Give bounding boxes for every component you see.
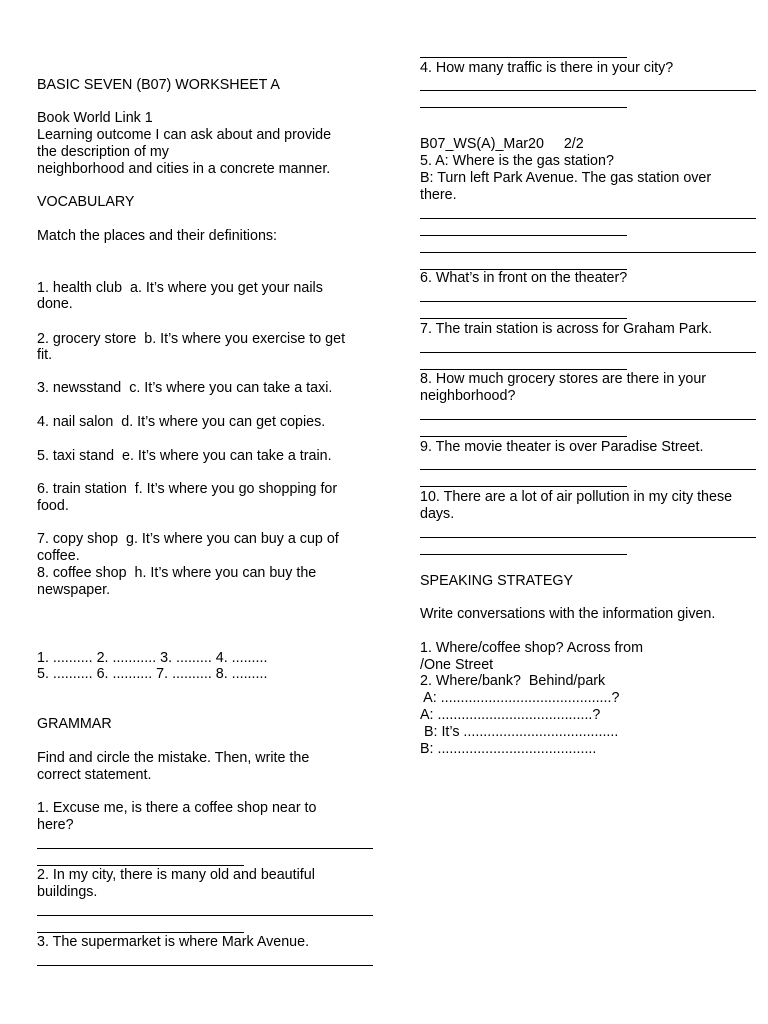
grammar-item-5-cont: there. — [420, 187, 457, 203]
worksheet-title: BASIC SEVEN (B07) WORKSHEET A — [37, 77, 280, 93]
answer-line[interactable] — [420, 107, 627, 108]
grammar-item-7: 7. The train station is across for Graham Park. — [420, 321, 713, 337]
answer-line[interactable] — [420, 419, 756, 420]
dialogue-line-a2[interactable]: A: .......................................? — [420, 707, 601, 723]
answer-line[interactable] — [37, 848, 373, 849]
answer-line[interactable] — [420, 318, 627, 319]
answer-line[interactable] — [420, 436, 627, 437]
speaking-item-2: 2. Where/bank? Behind/park — [420, 673, 606, 689]
vocab-item-1-cont: done. — [37, 296, 73, 312]
answer-line[interactable] — [420, 352, 756, 353]
vocab-item-1: 1. health club a. It’s where you get your nails — [37, 280, 323, 296]
vocabulary-heading: VOCABULARY — [37, 194, 135, 210]
speaking-heading: SPEAKING STRATEGY — [420, 573, 574, 589]
grammar-item-6: 6. What’s in front on the theater? — [420, 270, 628, 286]
answer-line[interactable] — [420, 554, 627, 555]
grammar-item-8-cont: neighborhood? — [420, 388, 516, 404]
grammar-item-9: 9. The movie theater is over Paradise Street. — [420, 439, 704, 455]
vocab-item-6: 6. train station f. It’s where you go shopping for — [37, 481, 338, 497]
grammar-item-5-b: B: Turn left Park Avenue. The gas station over — [420, 170, 712, 186]
speaking-item-1: 1. Where/coffee shop? Across from — [420, 640, 644, 656]
answer-line[interactable] — [420, 301, 756, 302]
vocab-item-3: 3. newsstand c. It’s where you can take a taxi. — [37, 380, 333, 396]
answer-line[interactable] — [420, 90, 756, 91]
answer-line[interactable] — [420, 235, 627, 236]
answer-line[interactable] — [420, 486, 627, 487]
grammar-item-3: 3. The supermarket is where Mark Avenue. — [37, 934, 310, 950]
answer-line[interactable] — [420, 218, 756, 219]
vocab-item-4: 4. nail salon d. It’s where you can get copies. — [37, 414, 326, 430]
vocab-item-6-cont: food. — [37, 498, 69, 514]
grammar-heading: GRAMMAR — [37, 716, 112, 732]
answer-line[interactable] — [420, 369, 627, 370]
grammar-item-5: 5. A: Where is the gas station? — [420, 153, 614, 169]
answer-line[interactable] — [37, 915, 373, 916]
vocab-item-7-cont: coffee. — [37, 548, 80, 564]
page-reference: B07_WS(A)_Mar20 2/2 — [420, 136, 584, 152]
answer-line[interactable] — [37, 965, 373, 966]
answer-line[interactable] — [37, 932, 244, 933]
vocab-item-5: 5. taxi stand e. It’s where you can take a train. — [37, 448, 332, 464]
dialogue-line-b1[interactable]: B: It’s ....................................... — [420, 724, 619, 740]
answer-line[interactable] — [37, 865, 244, 866]
grammar-item-4: 4. How many traffic is there in your city? — [420, 60, 674, 76]
vocab-item-2: 2. grocery store b. It’s where you exercise to get — [37, 331, 346, 347]
vocab-item-8: 8. coffee shop h. It’s where you can buy the — [37, 565, 317, 581]
learning-outcome-line-3: neighborhood and cities in a concrete manner. — [37, 161, 331, 177]
grammar-item-2-cont: buildings. — [37, 884, 98, 900]
vocabulary-instruction: Match the places and their definitions: — [37, 228, 278, 244]
grammar-instruction-line-2: correct statement. — [37, 767, 152, 783]
speaking-instruction: Write conversations with the information given. — [420, 606, 716, 622]
grammar-item-10-cont: days. — [420, 506, 455, 522]
grammar-item-10: 10. There are a lot of air pollution in my city these — [420, 489, 733, 505]
vocab-item-7: 7. copy shop g. It’s where you can buy a cup of — [37, 531, 339, 547]
dialogue-line-b2[interactable]: B: ........................................ — [420, 741, 597, 757]
answer-line[interactable] — [420, 537, 756, 538]
grammar-item-2: 2. In my city, there is many old and beautiful — [37, 867, 315, 883]
answer-line[interactable] — [420, 469, 756, 470]
speaking-item-1-cont: /One Street — [420, 657, 494, 673]
learning-outcome-line-2: the description of my — [37, 144, 169, 160]
answer-line[interactable] — [420, 252, 756, 253]
answer-blanks-row-2[interactable]: 5. .......... 6. .......... 7. .......... 8. ......... — [37, 666, 268, 682]
answer-blanks-row-1[interactable]: 1. .......... 2. ........... 3. ......... 4. ......... — [37, 650, 268, 666]
grammar-item-1: 1. Excuse me, is there a coffee shop near to — [37, 800, 317, 816]
grammar-item-1-cont: here? — [37, 817, 74, 833]
dialogue-line-a1[interactable]: A: ...........................................? — [420, 690, 620, 706]
vocab-item-8-cont: newspaper. — [37, 582, 111, 598]
grammar-item-8: 8. How much grocery stores are there in your — [420, 371, 707, 387]
learning-outcome-line-1: Learning outcome I can ask about and provide — [37, 127, 332, 143]
vocab-item-2-cont: fit. — [37, 347, 53, 363]
grammar-instruction-line-1: Find and circle the mistake. Then, write the — [37, 750, 310, 766]
book-name: Book World Link 1 — [37, 110, 153, 126]
answer-line[interactable] — [420, 57, 627, 58]
